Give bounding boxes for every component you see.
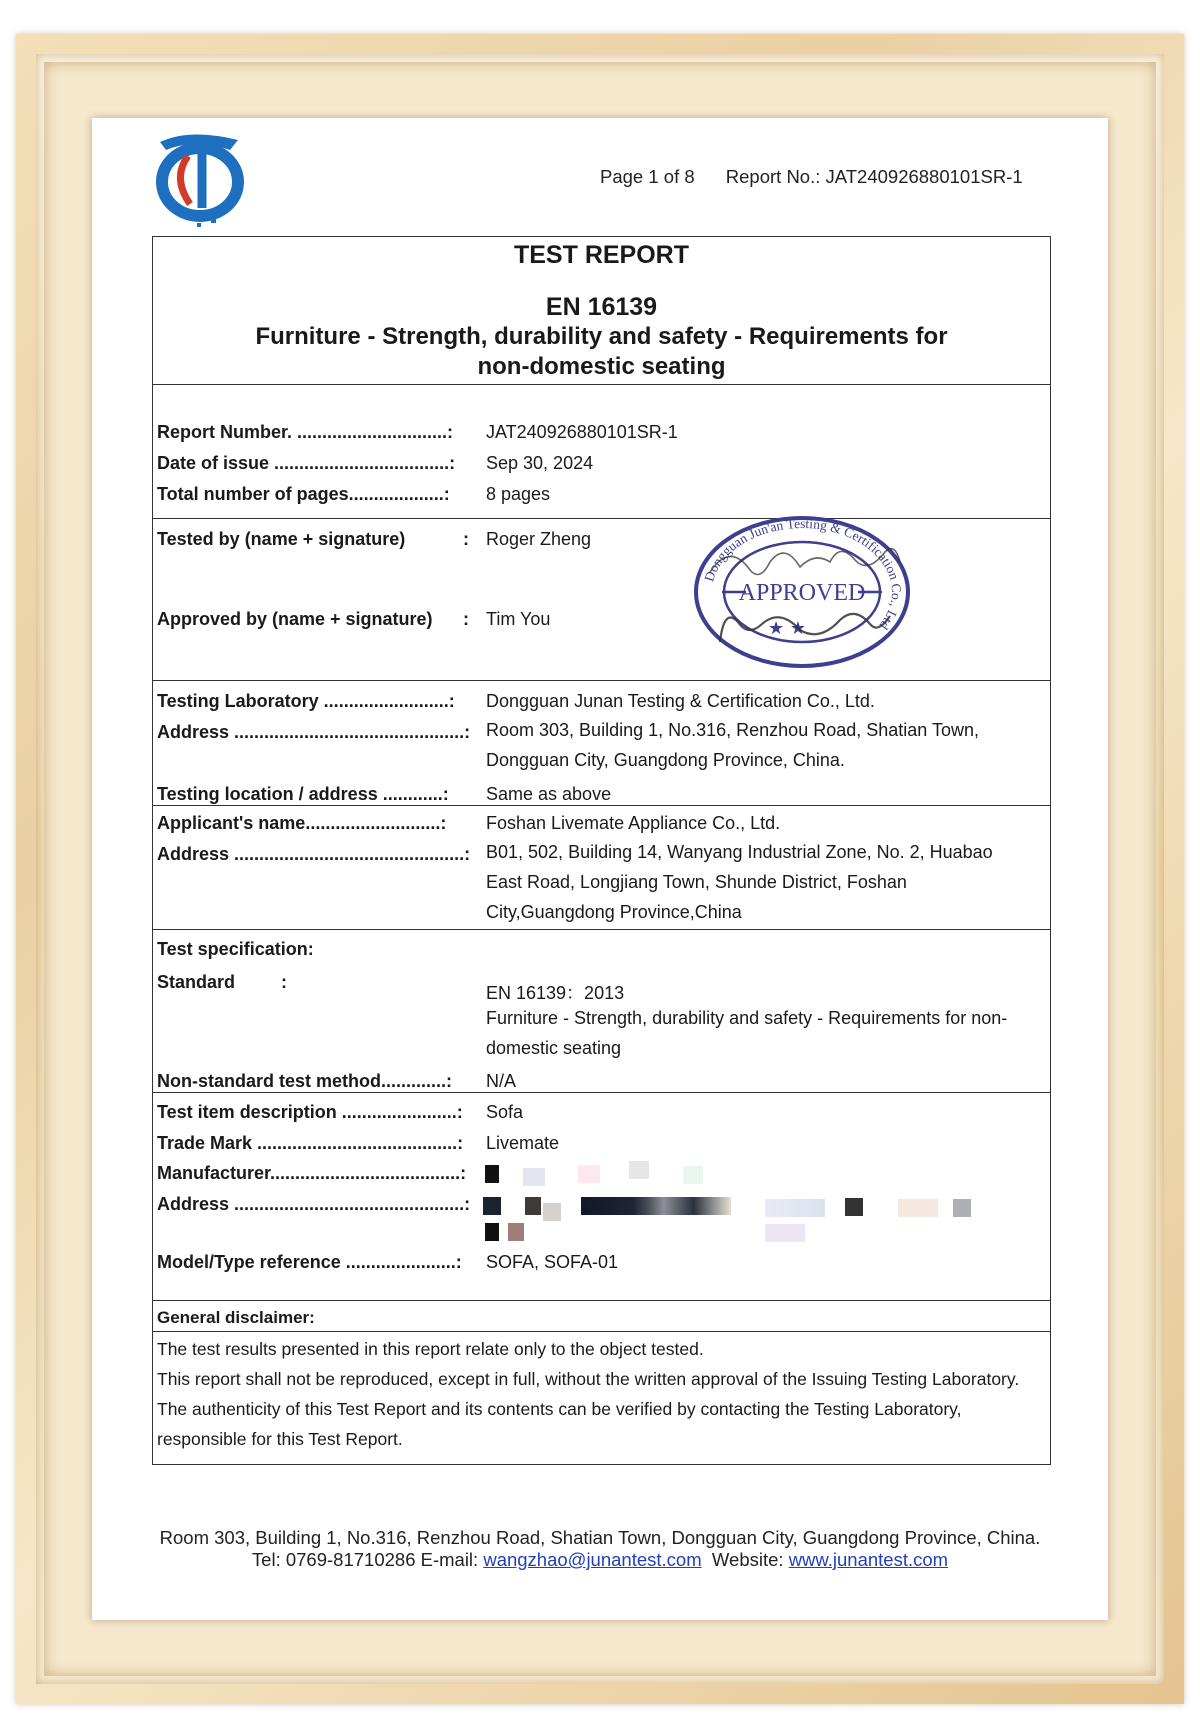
spec-heading: Test specification: <box>157 939 314 959</box>
lab-label: Testing Laboratory .........................: <box>157 691 455 711</box>
disclaimer-line-1: The test results presented in this report relate only to the object tested. <box>157 1339 704 1359</box>
page-meta <box>600 166 1023 188</box>
standard-value: EN 16139：2013 <box>486 983 625 1003</box>
date-label: Date of issue ...................................: <box>157 453 456 473</box>
approved-stamp <box>690 512 914 672</box>
report-table <box>152 236 1051 1465</box>
divider <box>153 1300 1050 1301</box>
item-desc-value: Sofa <box>486 1102 524 1122</box>
divider <box>153 1092 1050 1093</box>
disclaimer-line-2: This report shall not be reproduced, except in full, without the written approval of the Issuing Testing Laboratory. The authenticity of this Test Report and its contents can be verified by contacting the Testing Laboratory, responsible for this Test Report. <box>157 1369 1020 1449</box>
tested-by-label: Tested by (name + signature) <box>157 529 406 549</box>
divider <box>153 805 1050 806</box>
lab-address-value: Room 303, Building 1, No.316, Renzhou Road, Shatian Town, Dongguan City, Guangdong Province, China. <box>486 720 979 770</box>
tested-by-colon: : <box>463 529 469 549</box>
applicant-address-value: B01, 502, Building 14, Wanyang Industrial Zone, No. 2, Huabao East Road, Longjiang Town, Shunde District, Foshan City,Guangdong Province,China <box>486 842 993 922</box>
report-number-value: JAT240926880101SR-1 <box>486 422 678 442</box>
svg-text:★ ★: ★ ★ <box>768 618 806 639</box>
stamp-ring-text: Dongguan Jun'an Testing & Certification Co., Ltd <box>701 515 905 633</box>
footer-tel: Tel: 0769-81710286 E-mail: <box>251 1549 484 1570</box>
standard-title: EN 16139 <box>545 293 658 321</box>
footer-website-link[interactable]: www.junantest.com <box>788 1549 949 1570</box>
standard-subtitle-1: Furniture - Strength, durability and safety - Requirements for <box>255 323 948 350</box>
model-value: SOFA, SOFA-01 <box>486 1252 619 1272</box>
tested-by-name: Roger Zheng <box>486 529 592 549</box>
lab-value: Dongguan Junan Testing & Certification Co., Ltd. <box>486 691 875 711</box>
location-value: Same as above <box>486 784 612 804</box>
divider <box>153 518 1050 519</box>
report-number-header: Report No.: JAT240926880101SR-1 <box>725 166 1023 187</box>
divider <box>153 1331 1050 1332</box>
standard-description: Furniture - Strength, durability and safety - Requirements for non-domestic seating <box>486 1008 1008 1058</box>
model-label: Model/Type reference ......................: <box>157 1252 462 1272</box>
standard-label: Standard <box>157 972 236 992</box>
applicant-label: Applicant's name...........................: <box>157 813 447 833</box>
footer-contact <box>92 1549 1108 1571</box>
applicant-address-label: Address ..............................................: <box>157 844 471 864</box>
manufacturer-address-label: Address ..............................................: <box>157 1194 471 1214</box>
divider <box>153 929 1050 930</box>
footer-website-label: Website: <box>711 1549 789 1570</box>
divider <box>153 680 1050 681</box>
approved-by-label: Approved by (name + signature) <box>157 609 433 629</box>
location-label: Testing location / address ............: <box>157 784 449 804</box>
report-number-label: Report Number. ..............................: <box>157 422 454 442</box>
lab-address-label: Address ..............................................: <box>157 722 471 742</box>
approved-by-colon: : <box>463 609 469 629</box>
pages-value: 8 pages <box>486 484 551 504</box>
footer-address: Room 303, Building 1, No.316, Renzhou Road, Shatian Town, Dongguan City, Guangdong Province, China. <box>159 1527 1041 1548</box>
divider <box>153 384 1050 385</box>
report-title: TEST REPORT <box>513 241 689 269</box>
manufacturer-label: Manufacturer......................................: <box>157 1163 467 1183</box>
nonstd-value: N/A <box>486 1071 517 1091</box>
applicant-value: Foshan Livemate Appliance Co., Ltd. <box>486 813 781 833</box>
approved-by-name: Tim You <box>486 609 551 629</box>
footer-email-link[interactable]: wangzhao@junantest.com <box>483 1549 702 1570</box>
standard-subtitle-2: non-domestic seating <box>477 353 726 380</box>
stamp-approved-text: APPROVED <box>738 580 866 606</box>
page-number: Page 1 of 8 <box>600 166 695 187</box>
trademark-label: Trade Mark ........................................: <box>157 1133 464 1153</box>
standard-colon: : <box>281 972 287 992</box>
disclaimer-heading: General disclaimer: <box>157 1308 315 1327</box>
nonstd-label: Non-standard test method.............: <box>157 1071 453 1091</box>
item-desc-label: Test item description .......................: <box>157 1102 463 1122</box>
trademark-value: Livemate <box>486 1133 560 1153</box>
date-value: Sep 30, 2024 <box>486 453 594 473</box>
pages-label: Total number of pages...................: <box>157 484 450 504</box>
company-logo-icon <box>150 128 258 228</box>
